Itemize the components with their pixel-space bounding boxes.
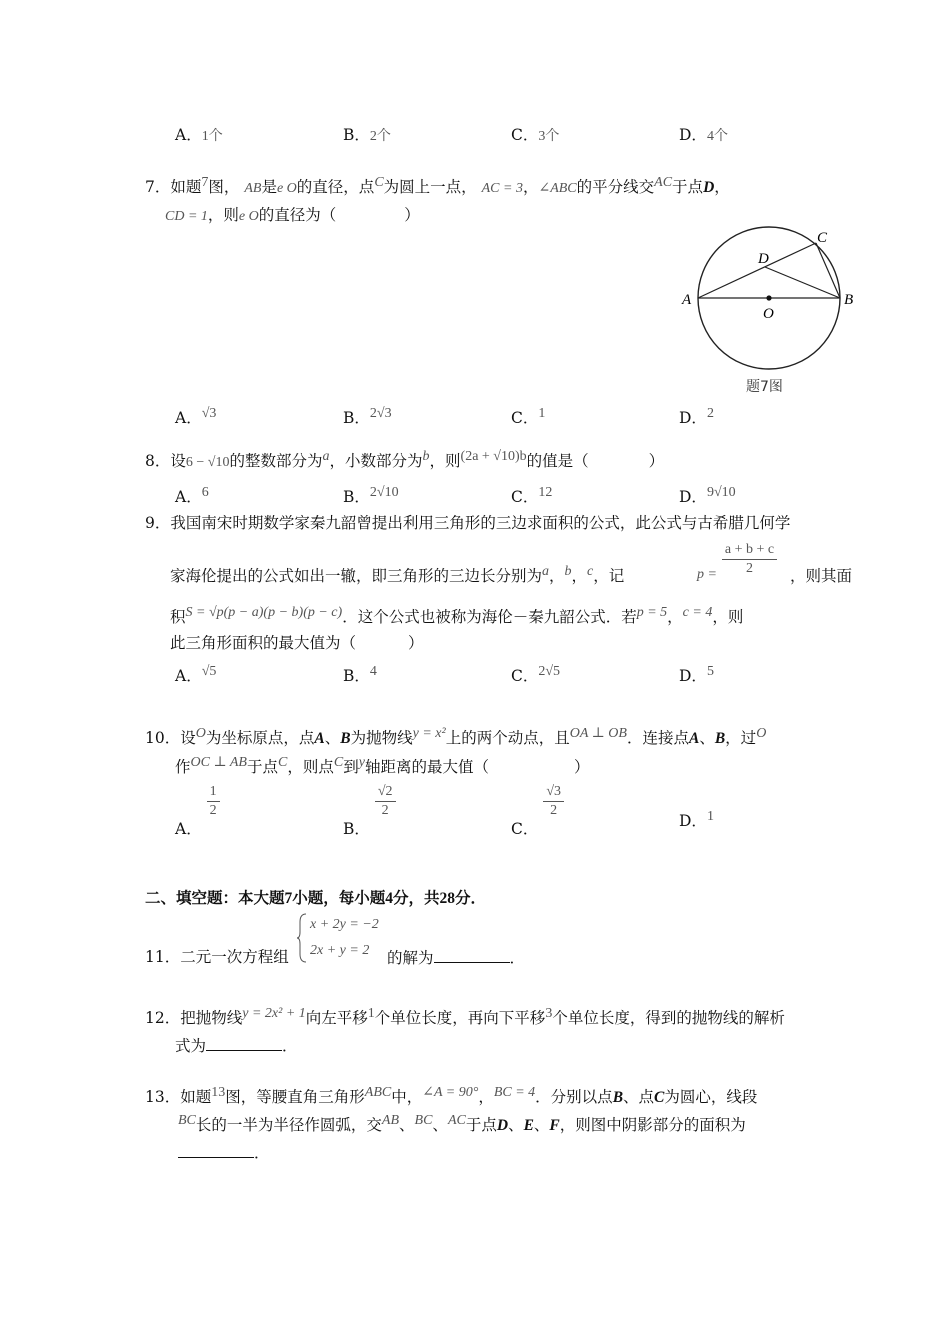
text-fragment: D． — [679, 667, 707, 685]
text-fragment: D． — [679, 812, 707, 830]
text-fragment: C — [374, 175, 384, 190]
text-fragment: ，记 — [593, 567, 625, 585]
q9-option-a — [175, 666, 216, 688]
q10-option-b — [343, 783, 396, 838]
q9-option-d — [679, 666, 714, 688]
text-fragment: 2√5 — [538, 664, 561, 679]
text-fragment: 家海伦提出的公式如出一辙，即三角形的三边长分别为 — [170, 567, 543, 585]
text-fragment: c — [587, 564, 594, 579]
text-fragment: 式为 — [175, 1037, 207, 1055]
text-fragment: 分，共 — [393, 888, 440, 907]
text-fragment: 6 — [201, 485, 209, 500]
text-fragment: ，则图中阴影部分的面积为 — [559, 1116, 746, 1134]
text-fragment: 2√10 — [369, 485, 399, 500]
q9-option-c — [511, 666, 560, 688]
text-fragment: 4个 — [706, 129, 728, 144]
text-fragment: b — [422, 449, 430, 464]
text-fragment: ．连接点 — [626, 729, 689, 747]
text-fragment: 3 — [545, 1006, 553, 1021]
text-fragment: ， — [522, 178, 539, 196]
text-fragment: c = 4 — [682, 605, 713, 620]
text-fragment: 作 — [175, 758, 191, 776]
q13-line-3 — [178, 1142, 270, 1163]
text-fragment: 10． — [145, 729, 181, 747]
text-fragment: D — [496, 1117, 509, 1134]
text-fragment: OA ⊥ OB — [569, 726, 627, 741]
text-fragment: 9√10 — [706, 485, 736, 500]
text-fragment: 2 — [706, 406, 714, 421]
label-a: A — [682, 292, 692, 308]
text-fragment: 到 — [343, 758, 359, 776]
text-fragment: C． — [511, 488, 539, 506]
text-fragment: 为抛物线 — [350, 729, 413, 747]
section-2-heading — [145, 886, 486, 908]
text-fragment: 2 — [209, 803, 217, 818]
text-fragment: 如题 — [170, 178, 202, 196]
text-fragment: ，则 — [207, 206, 239, 224]
text-fragment: a — [542, 564, 550, 579]
text-fragment: D． — [679, 409, 707, 427]
text-fragment: OC ⊥ AB — [190, 755, 247, 770]
text-fragment: 13 — [211, 1085, 226, 1100]
text-fragment: 6 − √10 — [185, 455, 230, 470]
text-fragment: 1 — [706, 809, 714, 824]
text-fragment: a — [322, 449, 330, 464]
text-fragment: ， — [571, 567, 588, 585]
text-fragment: B． — [343, 126, 370, 144]
text-fragment: 设 — [180, 729, 196, 747]
text-fragment: 为圆上一点， — [383, 178, 477, 196]
text-fragment: 我国南宋时期数学家秦九韶曾提出利用三角形的三边求面积的公式，此公式与古希腊几何学 — [170, 514, 791, 532]
q10-line-2 — [175, 757, 589, 779]
text-fragment: √2 — [375, 783, 396, 802]
text-fragment: 2 — [746, 561, 753, 576]
text-fragment: 上的两个动点，且 — [445, 729, 570, 747]
text-fragment: 1个 — [201, 129, 223, 144]
text-fragment: E — [523, 1117, 534, 1134]
q9-line-3 — [170, 607, 743, 629]
text-fragment: 2 — [550, 803, 558, 818]
center-point — [766, 295, 771, 300]
text-fragment: 4 — [369, 664, 377, 679]
q8-option-d — [679, 487, 736, 509]
text-fragment: 把抛物线 — [180, 1009, 243, 1027]
text-fragment: BC — [414, 1113, 433, 1128]
q10-option-d — [679, 811, 714, 833]
text-fragment: 、点 — [623, 1088, 655, 1106]
text-fragment: D — [703, 179, 715, 196]
text-fragment: 个单位长度，得到的抛物线的解析 — [552, 1009, 785, 1027]
q7-option-b — [343, 408, 392, 430]
text-fragment: ， — [478, 1088, 494, 1106]
text-fragment: ，则 — [712, 608, 744, 626]
text-fragment: A — [314, 730, 325, 747]
text-fragment: F — [549, 1117, 560, 1134]
text-fragment: C． — [511, 126, 539, 144]
text-fragment: 5 — [706, 664, 714, 679]
text-fragment: 图， — [208, 178, 240, 196]
q9-option-b — [343, 666, 377, 688]
q7-option-d — [679, 408, 714, 430]
text-fragment: y = x² — [412, 726, 446, 741]
text-fragment: 、 — [324, 729, 341, 747]
text-fragment: B — [714, 730, 726, 747]
text-fragment: A． — [175, 819, 202, 838]
text-fragment: 的值是（ — [526, 452, 589, 470]
q8-option-c — [511, 487, 552, 509]
q9-line-2b — [790, 566, 852, 586]
text-fragment: ∠ABC — [538, 181, 577, 196]
q7-circle-figure — [678, 225, 858, 400]
q11-eq-2 — [310, 939, 369, 961]
text-fragment: y = 2x² + 1 — [242, 1006, 306, 1021]
text-fragment: 于点 — [672, 178, 704, 196]
q13-answer-blank[interactable] — [178, 1142, 254, 1158]
text-fragment: 12． — [145, 1009, 181, 1027]
text-fragment: C — [333, 755, 344, 770]
text-fragment: ， — [667, 608, 683, 626]
text-fragment: 2 — [381, 803, 389, 818]
text-fragment: C． — [511, 819, 539, 838]
text-fragment: C — [654, 1089, 665, 1106]
q7-option-c — [511, 408, 545, 430]
text-fragment: C． — [511, 667, 539, 685]
text-fragment: B． — [343, 409, 370, 427]
q11-answer-blank[interactable] — [434, 947, 510, 963]
text-fragment: 3个 — [538, 129, 560, 144]
text-fragment: ，小数部分为 — [329, 452, 423, 470]
text-fragment: 轴距离的最大值（ — [364, 758, 489, 776]
text-fragment: B． — [343, 488, 370, 506]
text-fragment: 二、填空题：本大题 — [145, 888, 285, 907]
q10-option-a — [175, 783, 220, 838]
q10-line-1 — [145, 728, 766, 750]
text-fragment: AB — [381, 1113, 400, 1128]
q7-line-2 — [165, 205, 420, 227]
text-fragment: 向左平移 — [305, 1009, 368, 1027]
text-fragment: 是 — [261, 178, 277, 196]
text-fragment: 2x + y = 2 — [310, 943, 370, 958]
text-fragment: D． — [679, 126, 707, 144]
q8-option-b — [343, 487, 399, 509]
text-fragment: 于点 — [246, 758, 278, 776]
text-fragment: b — [564, 564, 572, 579]
text-fragment: 13． — [145, 1088, 181, 1106]
q8-line — [145, 451, 664, 473]
text-fragment: 分． — [455, 888, 487, 907]
label-o: O — [763, 306, 774, 322]
text-fragment: 设 — [170, 452, 186, 470]
text-fragment: AC — [447, 1113, 466, 1128]
text-fragment: 如题 — [180, 1088, 212, 1106]
text-fragment: 8． — [145, 452, 171, 470]
text-fragment: O — [756, 726, 767, 741]
q12-answer-blank[interactable] — [206, 1035, 282, 1051]
figure-caption: 题7图 — [746, 379, 783, 395]
text-fragment: A． — [175, 126, 202, 144]
text-fragment: D． — [679, 488, 707, 506]
text-fragment: ． — [254, 1144, 270, 1162]
text-fragment: A — [688, 730, 700, 747]
text-fragment: 28 — [439, 890, 456, 907]
q9-line-4 — [170, 633, 424, 653]
text-fragment: 11． — [145, 948, 181, 966]
text-fragment: 的直径，点 — [296, 178, 375, 196]
text-fragment: 、 — [699, 729, 715, 747]
text-fragment: 12 — [538, 485, 553, 500]
text-fragment: B． — [343, 667, 370, 685]
text-fragment: 1 — [538, 406, 546, 421]
text-fragment: B — [612, 1089, 624, 1106]
text-fragment: ABC — [364, 1085, 392, 1100]
text-fragment: 的平分线交 — [576, 178, 655, 196]
text-fragment: ） — [404, 206, 420, 224]
q6-option-c — [511, 125, 559, 147]
text-fragment: a + b + c — [722, 541, 777, 560]
q11-line — [145, 947, 289, 967]
text-fragment: 2个 — [369, 129, 391, 144]
text-fragment: A． — [175, 409, 202, 427]
text-fragment: 4 — [385, 890, 394, 907]
text-fragment: ） — [573, 758, 590, 776]
label-d: D — [758, 251, 769, 267]
text-fragment: e O — [276, 181, 297, 196]
text-fragment: 于点 — [465, 1116, 497, 1134]
text-fragment: AB — [244, 181, 262, 196]
text-fragment: AC — [654, 175, 673, 190]
q9-p-formula — [697, 541, 777, 582]
text-fragment: 的直径为（ — [258, 206, 337, 224]
text-fragment: 积 — [170, 608, 186, 626]
q12-line-2 — [175, 1035, 298, 1056]
text-fragment: C — [278, 755, 288, 770]
q9-line-2 — [170, 566, 624, 588]
text-fragment: 此三角形面积的最大值为（ — [170, 634, 357, 652]
q12-line-1 — [145, 1008, 785, 1030]
text-fragment: 二元一次方程组 — [180, 948, 289, 966]
text-fragment: (2a + √10)b — [460, 449, 527, 464]
text-fragment: 、 — [432, 1116, 448, 1134]
q10-option-c — [511, 783, 564, 838]
text-fragment: 中， — [391, 1088, 423, 1106]
q6-option-a — [175, 125, 223, 147]
text-fragment: O — [195, 726, 206, 741]
text-fragment: A． — [175, 667, 202, 685]
text-fragment: ，过 — [725, 729, 757, 747]
text-fragment: ． — [282, 1037, 298, 1055]
text-fragment: 2√3 — [369, 406, 392, 421]
text-fragment: BC — [178, 1113, 196, 1128]
text-fragment: 长的一半为半径作圆弧，交 — [195, 1116, 382, 1134]
text-fragment: 为坐标原点，点 — [205, 729, 315, 747]
text-fragment: ，则点 — [287, 758, 334, 776]
text-fragment: 的整数部分为 — [229, 452, 323, 470]
q13-line-2 — [178, 1115, 746, 1137]
q11-eq-1 — [310, 913, 379, 935]
text-fragment: 图，等腰直角三角形 — [225, 1088, 365, 1106]
text-fragment: √3 — [543, 783, 564, 802]
text-fragment: x + 2y = −2 — [310, 917, 379, 932]
text-fragment: B． — [343, 819, 370, 838]
text-fragment: 7 — [201, 175, 209, 190]
text-fragment: ．这个公式也被称为海伦－秦九韶公式．若 — [342, 608, 637, 626]
text-fragment: BC = 4 — [493, 1085, 536, 1100]
text-fragment: 、 — [508, 1116, 524, 1134]
text-fragment: ．分别以点 — [535, 1088, 613, 1106]
label-b: B — [844, 292, 854, 308]
text-fragment: 、 — [533, 1116, 550, 1134]
q8-option-a — [175, 487, 209, 509]
text-fragment: 1 — [207, 783, 220, 802]
text-fragment: 7 — [284, 890, 293, 907]
text-fragment: ， — [549, 567, 565, 585]
q6-option-d — [679, 125, 728, 147]
text-fragment: ，则其面 — [790, 567, 853, 585]
q7-option-a — [175, 408, 216, 430]
text-fragment: p = — [697, 566, 717, 582]
q6-option-b — [343, 125, 391, 147]
q11-brace — [296, 912, 308, 964]
label-c: C — [817, 230, 828, 246]
text-fragment: ，则 — [429, 452, 461, 470]
text-fragment: √3 — [201, 406, 217, 421]
text-fragment: 、 — [399, 1116, 415, 1134]
q9-line-1 — [145, 513, 790, 533]
text-fragment: ∠A = 90° — [422, 1085, 479, 1100]
text-fragment: y — [358, 755, 365, 770]
text-fragment: C． — [511, 409, 539, 427]
text-fragment: ） — [408, 634, 424, 652]
text-fragment: CD = 1 — [165, 209, 208, 224]
text-fragment: B — [340, 730, 351, 747]
text-fragment: e O — [238, 209, 259, 224]
q13-line-1 — [145, 1087, 757, 1109]
text-fragment: S = √p(p − a)(p − b)(p − c) — [185, 605, 343, 620]
text-fragment: 个单位长度，再向下平移 — [374, 1009, 546, 1027]
text-fragment: p = 5 — [636, 605, 668, 620]
text-fragment: 小题，每小题 — [292, 888, 386, 907]
text-fragment: ， — [714, 178, 730, 196]
text-fragment: 7． — [145, 178, 171, 196]
text-fragment: 9． — [145, 514, 171, 532]
text-fragment: 为圆心，线段 — [664, 1088, 758, 1106]
text-fragment: AC = 3 — [481, 181, 523, 196]
text-fragment: √5 — [201, 664, 217, 679]
text-fragment: 的解为 — [387, 949, 434, 967]
text-fragment: ） — [648, 452, 665, 470]
text-fragment: A． — [175, 488, 202, 506]
q7-line-1 — [145, 177, 730, 199]
text-fragment: ． — [509, 949, 526, 967]
q11-line-end — [387, 947, 525, 968]
text-fragment: 1 — [367, 1006, 375, 1021]
